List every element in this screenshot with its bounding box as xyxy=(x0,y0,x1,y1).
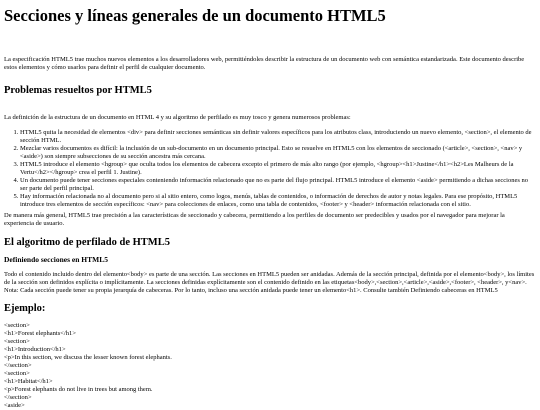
list-item: 4. Un documento puede tener secciones especiales conteniendo información relacionado que no es parte del flujo principal. HTML5 introduce el elemento <aside> permitiendo a dichas secciones no ser parte del perfil principal. xyxy=(20,177,536,193)
code-line: <h1>Forest elephants</h1> xyxy=(4,330,76,337)
algorithm-heading: El algoritmo de perfilado de HTML5 xyxy=(4,237,170,248)
example-heading: Ejemplo: xyxy=(4,303,46,314)
code-line: </section> xyxy=(4,394,32,401)
code-line: <section> xyxy=(4,338,30,345)
code-line: <aside> xyxy=(4,402,25,409)
defining-sections-paragraph: Todo el contenido incluido dentro del elemento<body> es parte de una sección. Las secciones en HTML5 pueden ser anidadas. Además de la sección principal, definida por el elemento<body>, los límites de la sección son definidos explícita o implícitamente. La secciones definidas explícitamente son el contenido definido en las etiquetas<body>,<section>,<article>,<aside>,<footer>, <header>, y<nav>. Nota: Cada sección puede tener su propia jerarquía de cabeceras. Por lo tanto, incluso una sección anidada puede tener un elemento<h1>. Consulte también Definiendo cabeceras en HTML5 xyxy=(4,271,535,294)
page-title: Secciones y líneas generales de un documento HTML5 xyxy=(4,6,386,25)
problems-heading: Problemas resueltos por HTML5 xyxy=(4,85,152,96)
list-item: 5. Hay información relacionada no al documento pero si al sitio entero, como logos, menús, tablas de contenidos, o información de derechos de autor y notas legales. Para ese propósito, HTML5 introduce tres elementos de sección específicos: <nav> para colecciones de enlaces, como una tabla de contenidos, <footer> y <header> información relacionada con el sitio. xyxy=(20,193,536,209)
list-item: 2. Mezclar varios documentos es difícil: la inclusión de un sub-documento en un documento principal. Esto se resuelve en HTML5 con los elementos de seccionado (<article>, <section>, <nav> y <aside>) son siempre subsecciones de su sección ancestra más cercana. xyxy=(20,145,536,161)
general-paragraph: De manera más general, HTML5 trae precisión a las características de seccionado y cabecera, permitiendo a los perfiles de documento ser predecibles y usados por el navegador para mejorar la experiencia de usuario. xyxy=(4,212,505,227)
list-item: 3. HTML5 introduce el elemento <hgroup> que oculta todos los elementos de cabecera excepto el primero de más alto rango (por ejemplo, <hgroup><h1>Justine</h1><h2>Les Malheurs de la Vertu</h2></hgroup> crea el perfil 1. Justine). xyxy=(20,161,536,177)
problems-intro-paragraph: La definición de la estructura de un documento en HTML 4 y su algoritmo de perfilado es muy tosco y genera numerosos problemas: xyxy=(4,114,351,121)
code-line: <p>In this section, we discuss the lesser known forest elephants. xyxy=(4,354,172,361)
problems-list xyxy=(4,129,536,209)
code-line: <h1>Introduction</h1> xyxy=(4,346,66,353)
code-line: <section> xyxy=(4,322,30,329)
defining-sections-heading: Definiendo secciones en HTML5 xyxy=(4,255,108,264)
list-item: 1. HTML5 quita la necesidad de elementos <div> para definir secciones semánticas sin definir valores específicos para los atributos class, introduciendo un nuevo elemento, <section>, el elemento de sección HTML. xyxy=(20,129,536,145)
code-line: <h1>Habitat</h1> xyxy=(4,378,53,385)
code-line: <section> xyxy=(4,370,30,377)
intro-paragraph: La especificación HTML5 trae muchos nuevos elementos a los desarrolladores web, permitiéndoles describir la estructura de un documento web con semántica estandarizada. Este documento describe estos elementos y cómo usarlos para definir el perfil de cualquier documento. xyxy=(4,56,525,71)
code-line: </section> xyxy=(4,362,32,369)
example-code-block xyxy=(4,322,536,410)
code-line: <p>Forest elephants do not live in trees but among them. xyxy=(4,386,153,393)
